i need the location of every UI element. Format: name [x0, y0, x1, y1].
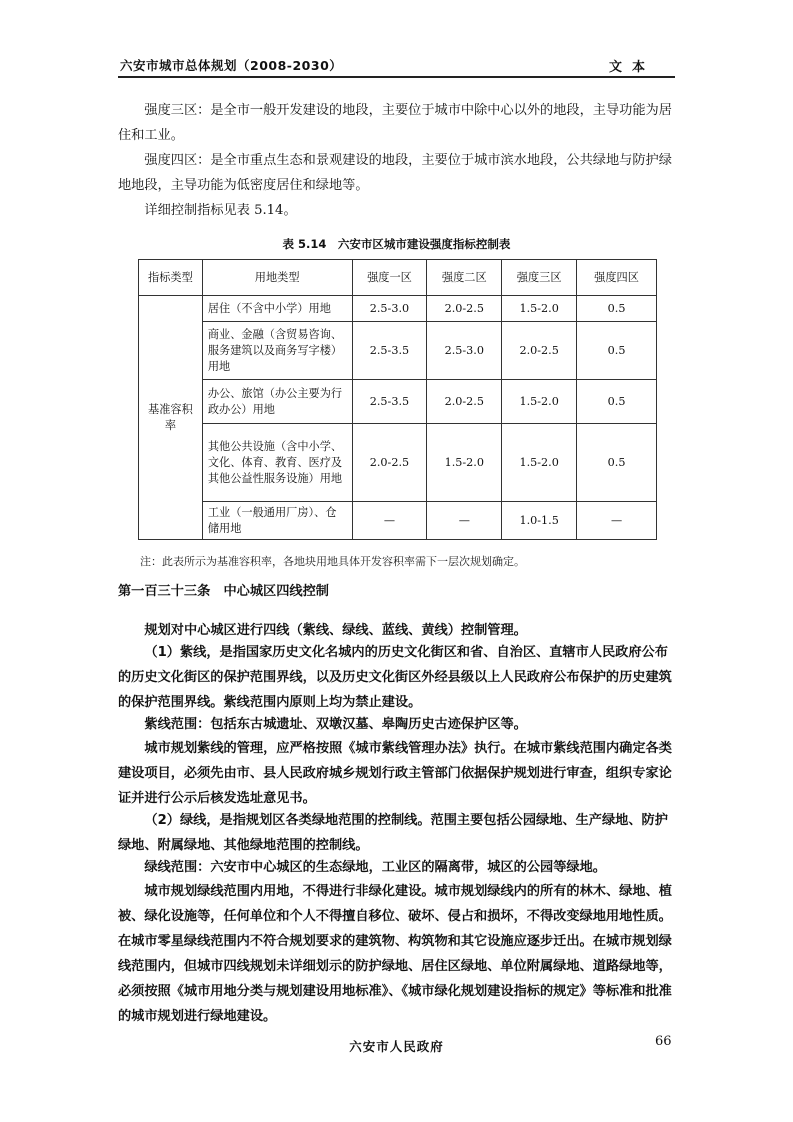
paragraph-table-ref: 详细控制指标见表 5.14。: [144, 203, 297, 218]
value-cell: 2.5-3.0: [427, 322, 502, 380]
footer-issuer: 六安市人民政府: [349, 1039, 444, 1054]
paragraph-purple-line-scope: 紫线范围：包括东古城遗址、双墩汉墓、皋陶历史古迹保护区等。: [144, 717, 527, 732]
land-type: 工业（一般通用厂房）、仓储用地: [202, 502, 352, 540]
paragraph-zone-3: 强度三区：是全市一般开发建设的地段，主要位于城市中除中心以外的地段，主导功能为居住和工业。: [118, 103, 672, 143]
table-row: [139, 322, 657, 380]
value-cell: 0.5: [577, 322, 657, 380]
page-header: [118, 52, 675, 78]
header-cell: 强度二区: [427, 260, 502, 296]
value-cell: 2.0-2.5: [427, 296, 502, 322]
intensity-table: [138, 259, 657, 540]
table-header-row: [139, 260, 657, 296]
paragraph-purple-line-def: （1）紫线，是指国家历史文化名城内的历史文化街区和省、自治区、直辖市人民政府公布的历史文化街区的保护范围界线，以及历史文化街区外经县级以上人民政府公布保护的历史建筑的保护范围界线。紫线范围内原则上均为禁止建设。: [118, 645, 672, 710]
header-cell: 指标类型: [139, 260, 203, 296]
group-label: 基准容积率: [139, 296, 203, 540]
value-cell: 2.0-2.5: [427, 380, 502, 424]
land-type: 居住（不含中小学）用地: [202, 296, 352, 322]
header-cell: 强度三区: [502, 260, 577, 296]
value-cell: 2.5-3.0: [352, 296, 427, 322]
header-cell: 强度四区: [577, 260, 657, 296]
value-cell: 2.0-2.5: [352, 424, 427, 502]
value-cell: 0.5: [577, 296, 657, 322]
table-row: [139, 380, 657, 424]
paragraph-green-line-def: （2）绿线，是指规划区各类绿地范围的控制线。范围主要包括公园绿地、生产绿地、防护绿地、附属绿地、其他绿地范围的控制线。: [118, 813, 668, 853]
value-cell: 2.5-3.5: [352, 380, 427, 424]
table-row: [139, 424, 657, 502]
paragraph-green-line-management: 城市规划绿线范围内用地，不得进行非绿化建设。城市规划绿线内的所有的林木、绿地、植被、绿化设施等，任何单位和个人不得擅自移位、破坏、侵占和损坏，不得改变绿地用地性质。在城市零星绿线范围内不符合规划要求的建筑物、构筑物和其它设施应逐步迁出。在城市规划绿线范围内，但城市四线规划未详细划示的防护绿地、居住区绿地、单位附属绿地、道路绿地等，必须按照《城市用地分类与规划建设用地标准》、《城市绿化规划建设指标的规定》等标准和批准的城市规划进行绿地建设。: [118, 884, 672, 1024]
value-cell: 2.0-2.5: [502, 322, 577, 380]
value-cell: 1.5-2.0: [502, 380, 577, 424]
table-row: [139, 502, 657, 540]
table-row: [139, 296, 657, 322]
table-note: 注：此表所示为基准容积率，各地块用地具体开发容积率需下一层次规划确定。: [140, 555, 525, 568]
value-cell: —: [352, 502, 427, 540]
value-cell: —: [577, 502, 657, 540]
paragraph-four-lines-intro: 规划对中心城区进行四线（紫线、绿线、蓝线、黄线）控制管理。: [144, 623, 527, 638]
document-title: 六安市城市总体规划（2008-2030）: [120, 58, 343, 73]
table-caption: 表 5.14 六安市区城市建设强度指标控制表: [282, 237, 511, 251]
land-type: 商业、金融（含贸易咨询、服务建筑以及商务写字楼）用地: [202, 322, 352, 380]
value-cell: 0.5: [577, 380, 657, 424]
value-cell: 0.5: [577, 424, 657, 502]
article-heading: 第一百三十三条 中心城区四线控制: [118, 584, 329, 599]
section-label: 文本: [608, 60, 655, 75]
value-cell: 1.0-1.5: [502, 502, 577, 540]
value-cell: 1.5-2.0: [502, 296, 577, 322]
value-cell: 1.5-2.0: [502, 424, 577, 502]
land-type: 其他公共设施（含中小学、文化、体育、教育、医疗及其他公益性服务设施）用地: [202, 424, 352, 502]
value-cell: 1.5-2.0: [427, 424, 502, 502]
value-cell: —: [427, 502, 502, 540]
land-type: 办公、旅馆（办公主要为行政办公）用地: [202, 380, 352, 424]
value-cell: 2.5-3.5: [352, 322, 427, 380]
paragraph-zone-4: 强度四区：是全市重点生态和景观建设的地段，主要位于城市滨水地段，公共绿地与防护绿地地段，主导功能为低密度居住和绿地等。: [118, 153, 672, 193]
header-cell: 强度一区: [352, 260, 427, 296]
header-cell: 用地类型: [202, 260, 352, 296]
paragraph-green-line-scope: 绿线范围：六安市中心城区的生态绿地，工业区的隔离带，城区的公园等绿地。: [144, 860, 606, 875]
page-number: 66: [655, 1034, 672, 1049]
paragraph-purple-line-management: 城市规划紫线的管理，应严格按照《城市紫线管理办法》执行。在城市紫线范围内确定各类建设项目，必须先由市、县人民政府城乡规划行政主管部门依据保护规划进行审查，组织专家论证并进行公示后核发选址意见书。: [118, 741, 672, 806]
